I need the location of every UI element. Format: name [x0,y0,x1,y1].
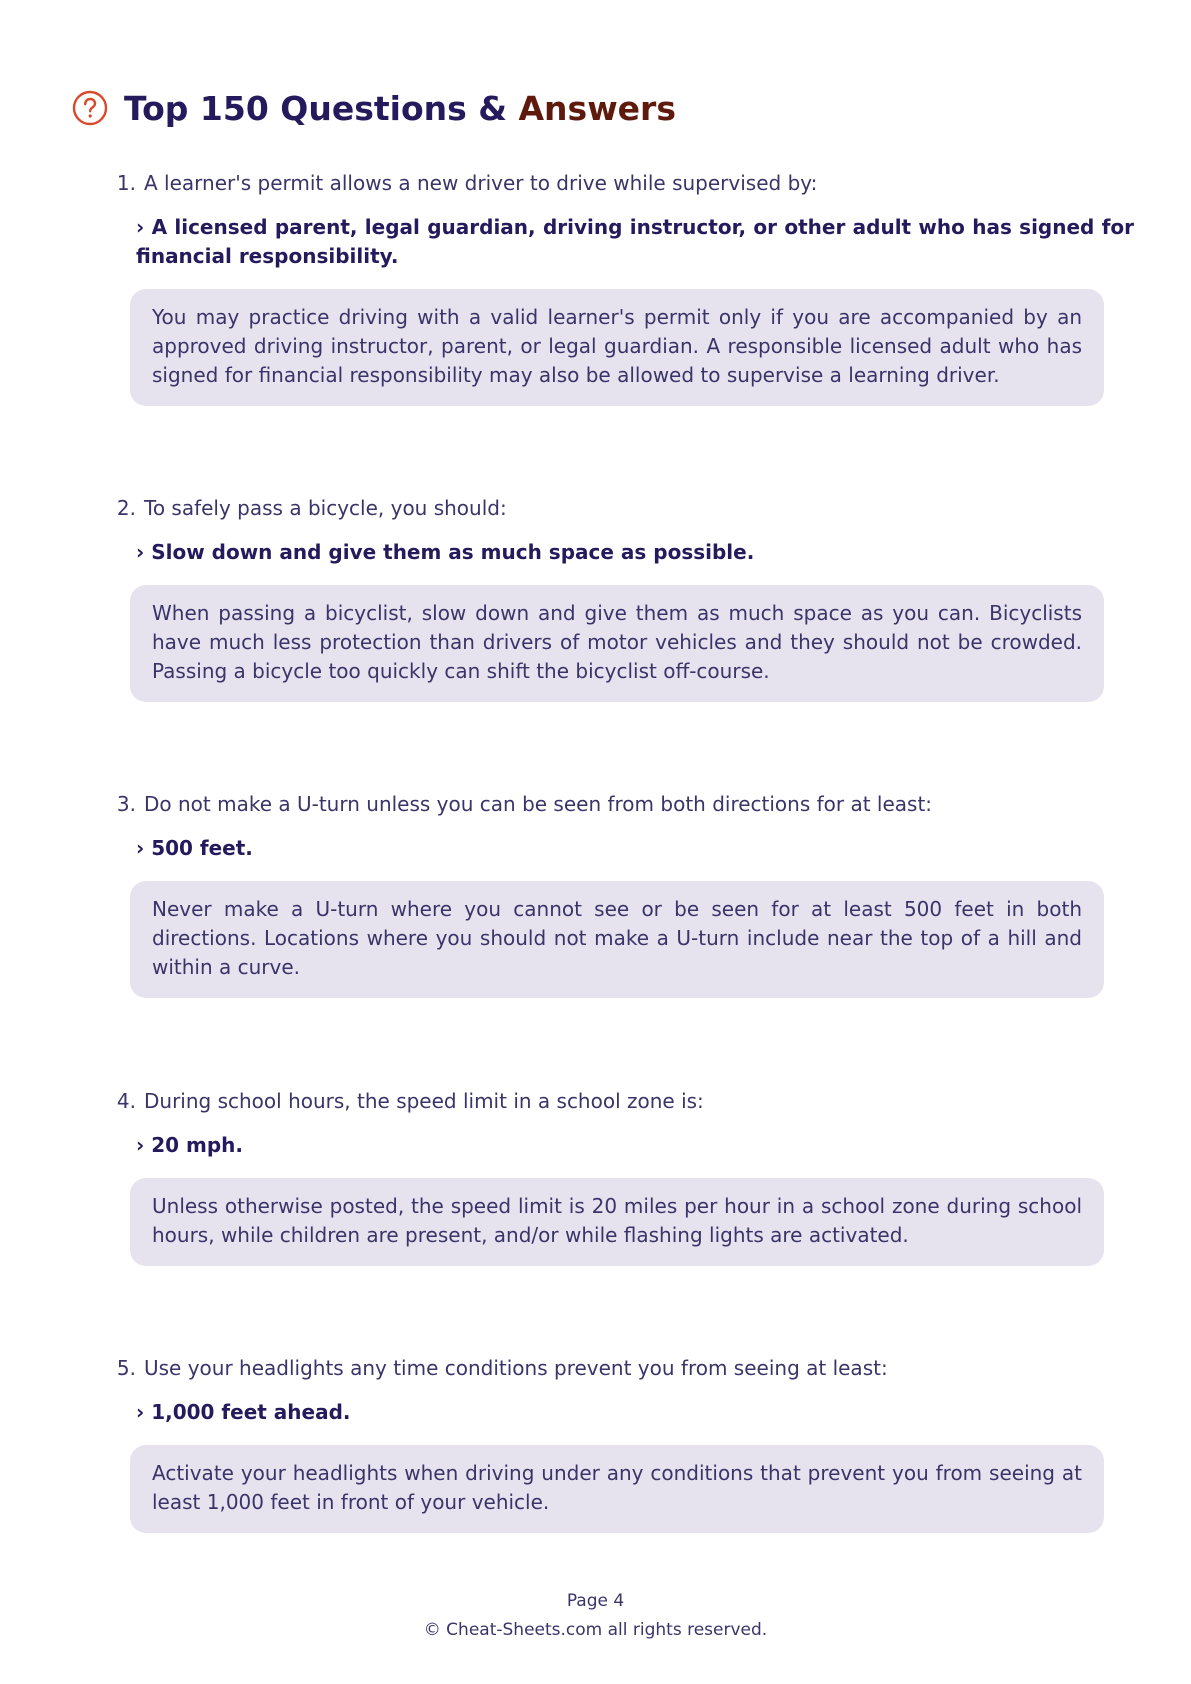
question-circle-icon [72,90,108,126]
answer-2: › Slow down and give them as much space as possible. [136,540,755,564]
qa-item-3 [104,792,1134,998]
question-5 [104,1356,1134,1380]
page-number: Page 4 [566,1591,625,1611]
qa-item-2 [104,496,1134,702]
question-number: 1. [116,171,136,195]
answer-5: › 1,000 feet ahead. [136,1400,351,1424]
question-number: 3. [116,792,136,816]
question-3 [104,792,1134,816]
qa-item-1 [104,171,1134,406]
page-title [72,84,676,132]
question-4 [104,1089,1134,1113]
question-text: A learner's permit allows a new driver to drive while supervised by: [144,171,818,195]
explanation-box-5: Activate your headlights when driving under any conditions that prevent you from seeing at least 1,000 feet in front of your vehicle. [130,1445,1104,1533]
explanation-box-2: When passing a bicyclist, slow down and give them as much space as you can. Bicyclists have much less protection than drivers of motor vehicles and they should not be crowded. Passing a bicycle too quickly can shift the bicyclist off-course. [130,585,1104,702]
question-2 [104,496,1134,520]
copyright-notice: © Cheat-Sheets.com all rights reserved. [423,1620,768,1640]
qa-item-5 [104,1356,1134,1533]
title-main: Top 150 Questions & [124,88,519,128]
question-text: To safely pass a bicycle, you should: [144,496,507,520]
question-text: Do not make a U-turn unless you can be seen from both directions for at least: [144,792,933,816]
question-text: During school hours, the speed limit in a school zone is: [144,1089,704,1113]
explanation-box-1: You may practice driving with a valid learner's permit only if you are accompanied by an approved driving instructor, parent, or legal guardian. A responsible licensed adult who has signed for financial responsibility may also be allowed to supervise a learning driver. [130,289,1104,406]
answer-1: › A licensed parent, legal guardian, driving instructor, or other adult who has signed for financial responsibility. [136,215,1134,268]
answer-3: › 500 feet. [136,836,253,860]
question-number: 2. [116,496,136,520]
page-title-text [124,89,676,128]
question-number: 4. [116,1089,136,1113]
answer-4: › 20 mph. [136,1133,243,1157]
title-accent: Answers [518,88,676,128]
question-number: 5. [116,1356,136,1380]
explanation-box-4: Unless otherwise posted, the speed limit is 20 miles per hour in a school zone during school hours, while children are present, and/or while flashing lights are activated. [130,1178,1104,1266]
question-text: Use your headlights any time conditions prevent you from seeing at least: [144,1356,888,1380]
explanation-box-3: Never make a U-turn where you cannot see or be seen for at least 500 feet in both directions. Locations where you should not make a U-turn include near the top of a hill and within a curve. [130,881,1104,998]
page-footer [0,1587,1191,1645]
qa-item-4 [104,1089,1134,1266]
question-1 [104,171,1134,195]
